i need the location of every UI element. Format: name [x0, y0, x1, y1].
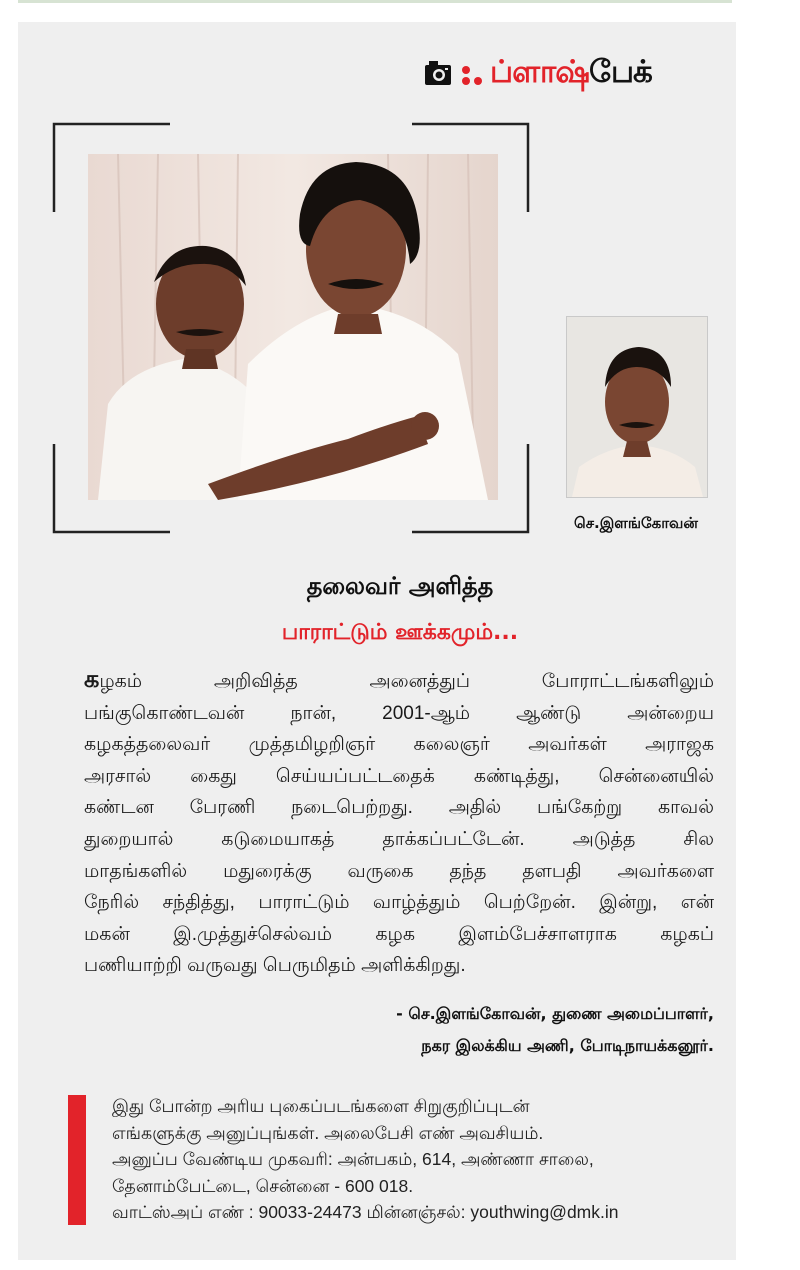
logo-text-black: பேக்	[588, 54, 652, 90]
main-photo	[88, 154, 498, 500]
article-body	[84, 664, 714, 982]
note-accent-bar	[68, 1095, 86, 1225]
author-signature	[396, 998, 714, 1062]
logo-text	[490, 54, 652, 94]
body-line: பணியாற்றி வருவது பெருமிதம் அளிக்கிறது.	[84, 955, 466, 977]
note-line: அனுப்ப வேண்டிய முகவரி: அன்பகம், 614, அண்ணா சாலை,	[112, 1149, 594, 1169]
note-line: வாட்ஸ்அப் எண் : 90033-24473 மின்னஞ்சல்: youthwing@dmk.in	[112, 1202, 619, 1222]
note-line: எங்களுக்கு அனுப்புங்கள். அலைபேசி எண் அவசியம்.	[112, 1122, 544, 1143]
note-line: இது போன்ற அரிய புகைப்படங்களை சிறுகுறிப்புடன்	[112, 1096, 530, 1116]
signature-line1: - செ.இளங்கோவன், துணை அமைப்பாளர்,	[396, 1004, 714, 1023]
body-line: துறையால் கடுமையாகத் தாக்கப்பட்டேன். அடுத்த சில	[84, 828, 714, 850]
body-line	[84, 664, 714, 698]
portrait-caption: செ.இளங்கோவன்	[574, 514, 698, 532]
portrait-photo	[566, 316, 708, 498]
flashback-logo	[424, 52, 714, 98]
headline-line1: தலைவர் அளித்த	[306, 572, 494, 600]
note-line: தேனாம்பேட்டை, சென்னை - 600 018.	[112, 1175, 414, 1196]
flash-dots-icon	[458, 62, 488, 86]
body-line: அரசால் கைது செய்யப்பட்டதைக் கண்டித்து, சென்னையில்	[84, 765, 714, 787]
body-line: மகன் இ.முத்துச்செல்வம் கழக இளம்பேச்சாளராக கழகப்	[84, 923, 714, 945]
headline-line2: பாராட்டும் ஊக்கமும்...	[281, 620, 519, 645]
camera-icon	[424, 58, 454, 88]
logo-text-red: ப்ளாஷ்	[490, 54, 589, 90]
body-line: கழகத்தலைவர் முத்தமிழறிஞர் கலைஞர் அவர்கள் அராஜக	[84, 734, 714, 756]
body-line: மாதங்களில் மதுரைக்கு வருகை தந்த தளபதி அவர்களை	[84, 860, 714, 882]
signature-line2: நகர இலக்கிய அணி, போடிநாயக்கனூர்.	[421, 1036, 714, 1055]
body-line: பங்குகொண்டவன் நான், 2001-ஆம் ஆண்டு அன்றைய	[84, 702, 714, 724]
top-divider	[18, 0, 732, 3]
body-line: நேரில் சந்தித்து, பாராட்டும் வாழ்த்தும் பெற்றேன். இன்று, என்	[84, 892, 714, 914]
drop-cap: க	[84, 666, 100, 693]
submission-note	[112, 1093, 732, 1226]
body-line: கண்டன பேரணி நடைபெற்றது. அதில் பங்கேற்று காவல்	[84, 797, 714, 819]
body-line-text: ழகம் அறிவித்த அனைத்துப் போராட்டங்களிலும்	[99, 671, 714, 692]
